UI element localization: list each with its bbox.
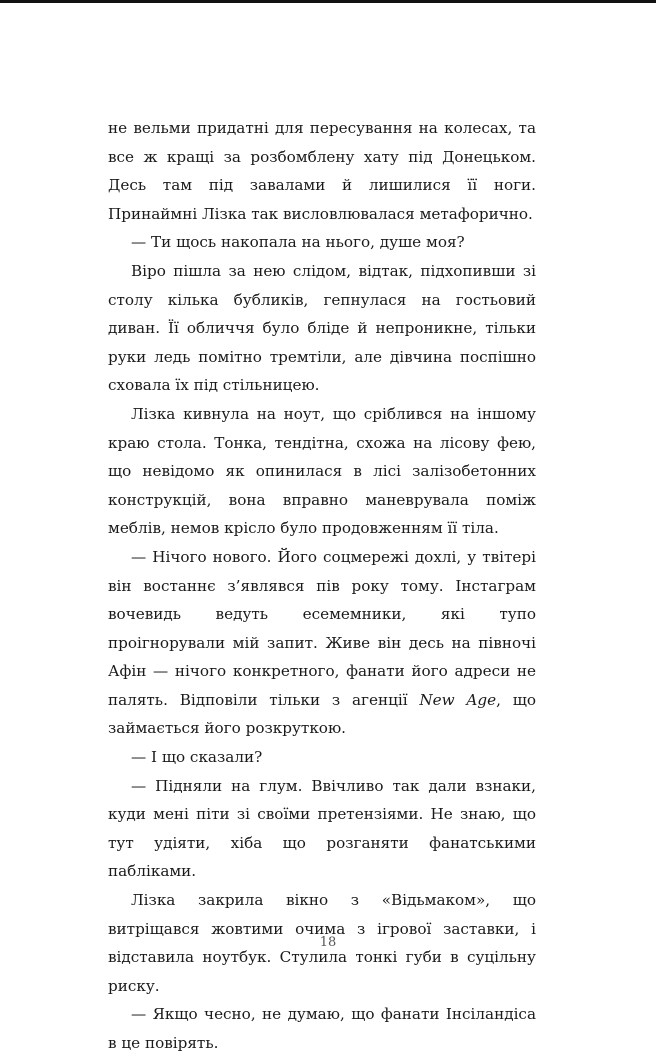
agency-name: New Age [419,690,497,709]
paragraph-5 [108,543,536,743]
paragraph-8: Лізка закрила вікно з «Відьмаком», що витріщався жовтими очима з ігрової заставки, і відставила ноутбук. Стулила тонкі губи в суцільну риску. [108,891,536,995]
paragraph-5-text-before: — Нічого нового. Його соцмережі дохлі, у твітері він востаннє з’являвся пів року тому. Інстаграм вочевидь ведуть есемемники, які тупо проігнорували мій запит. Живе він десь на півночі Афін — нічого конкретного, фанати його адреси не палять. Відповіли тільки з агенції [108,547,536,709]
body-text [108,114,536,1058]
paragraph-5-text-after: , що займається його розкруткою. [108,690,536,738]
page-number: 18 [319,935,337,950]
paragraph-9: — Якщо чесно, не думаю, що фанати Інсіландіса в це повірять. [108,1005,536,1052]
paragraph-3: Віро пішла за нею слідом, відтак, підхопивши зі столу кілька бубликів, гепнулася на гостьовий диван. Її обличчя було бліде й непроникне, тільки руки ледь помітно тремтіли, але дівчина поспішно сховала їх під стільницею. [108,261,536,395]
top-border-line [0,0,656,3]
paragraph-2: — Ти щось накопала на нього, душе моя? [131,233,465,252]
paragraph-1: не вельми придатні для пересування на колесах, та все ж кращі за розбомблену хату під Донецьком. Десь там під завалами й лишилися її ноги. Принаймні Лізка так висловлювалася метафорично. [108,119,536,223]
paragraph-7: — Підняли на глум. Ввічливо так дали взнаки, куди мені піти зі своїми претензіями. Не знаю, що тут удіяти, хіба що розганяти фанатськими пабліками. [108,776,536,881]
paragraph-6: — І що сказали? [131,748,263,767]
paragraph-4: Лізка кивнула на ноут, що сріблився на іншому краю стола. Тонка, тендітна, схожа на лісову фею, що невідомо як опинилася в лісі залізобетонних конструкцій, вона вправно маневрувала поміж меблів, немов крісло було продовженням її тіла. [108,404,536,538]
